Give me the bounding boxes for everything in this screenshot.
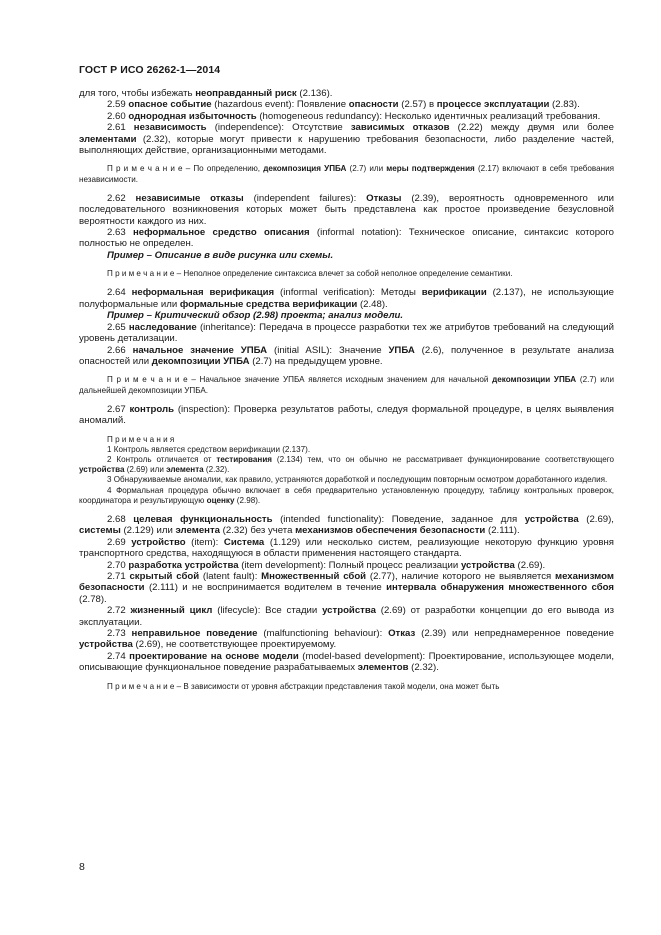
- note-2-74: П р и м е ч а н и е – В зависимости от уровня абстракции представления такой модели, она может быть: [107, 681, 500, 691]
- definition-2-62: 2.62 независимые отказы (independent failures): Отказы (2.39), вероятность одновременного или последовательного возникновения которых может быть представлена как простое произведение безусловной вероятности каждого из них.: [79, 192, 615, 227]
- note-2-63: П р и м е ч а н и е – Неполное определение синтаксиса влечет за собой неполное определение семантики.: [107, 269, 513, 279]
- definition-2-60: 2.60 однородная избыточность (homogeneous redundancy): Несколько идентичных реализаций требования.: [107, 110, 601, 122]
- note-2-67-1: 1 Контроль является средством верификации (2.137).: [107, 444, 311, 454]
- note-2-61: П р и м е ч а н и е – По определению, декомпозиция УПБА (2.7) или меры подтверждения (2.17) включают в себя требования независимости.: [79, 164, 615, 184]
- definition-2-73: 2.73 неправильное поведение (malfunctioning behaviour): Отказ (2.39) или непреднамеренное поведение устройства (2.69), не соответствующее проектируемому.: [79, 628, 614, 651]
- example-2-64: Пример – Критический обзор (2.98) проекта; анализ модели.: [107, 310, 404, 322]
- definition-2-67: 2.67 контроль (inspection): Проверка результатов работы, следуя формальной процедуре, в целях выявления аномалий.: [79, 403, 615, 427]
- notes-2-67-title: П р и м е ч а н и я: [107, 434, 175, 444]
- definition-2-65: 2.65 наследование (inheritance): Передача в процессе разработки тех же атрибутов требований на следующий уровень детализации.: [79, 321, 614, 345]
- definition-2-74: 2.74 проектирование на основе модели (model-based development): Проектирование, использующее модели, описывающие функциональное поведение разрабатываемых элементов (2.32).: [79, 650, 614, 674]
- example-2-63: Пример – Описание в виде рисунка или схемы.: [107, 249, 334, 261]
- note-2-67-3: 3 Обнаруживаемые аномалии, как правило, устраняются доработкой и последующим повторным осмотром доработанного изделия.: [107, 475, 608, 485]
- definition-2-61: 2.61 независимость (independence): Отсутствие зависимых отказов (2.22) между двумя или более элементами (2.32), которые могут привести к нарушению требования безопасности, либо разделение частей, выполняющих действие, организационными методами.: [79, 122, 614, 157]
- definition-2-70: 2.70 разработка устройства (item development): Полный процесс реализации устройства (2.69).: [107, 559, 546, 571]
- definition-2-59: 2.59 опасное событие (hazardous event): Появление опасности (2.57) в процессе эксплуатации (2.83).: [107, 99, 580, 111]
- document-header: ГОСТ Р ИСО 26262-1—2014: [79, 64, 221, 76]
- note-2-67-2: 2 Контроль отличается от тестирования (2.134) тем, что он обычно не рассматривает функционирование соответствующего устройства (2.69) или элемента (2.32).: [79, 454, 615, 475]
- note-2-67-4: 4 Формальная процедура обычно включает в себя предварительно установленную процедуру, таблицу контрольных проверок, координатора и результирующую оценку (2.98).: [79, 485, 614, 505]
- document-body: [79, 88, 614, 692]
- definition-2-68: 2.68 целевая функциональность (intended functionality): Поведение, заданное для устройства (2.69), системы (2.129) или элемента (2.32) без учета механизмов обеспечения безопасности (2.111).: [79, 513, 614, 537]
- definition-2-66: 2.66 начальное значение УПБА (initial ASIL): Значение УПБА (2.6), полученное в результате анализа опасностей или декомпозиции УПБА (2.7) на предыдущем уровне.: [79, 344, 614, 367]
- page-number: 8: [79, 861, 85, 873]
- definition-2-63: 2.63 неформальное средство описания (informal notation): Техническое описание, синтаксис которого полностью не определен.: [79, 227, 614, 250]
- note-2-66: П р и м е ч а н и е – Начальное значение УПБА является исходным значением для начальной декомпозиции УПБА (2.7) или дальнейшей декомпозиции УПБА.: [79, 375, 615, 395]
- definition-2-72: 2.72 жизненный цикл (lifecycle): Все стадии устройства (2.69) от разработки концепции до его вывода из эксплуатации.: [79, 605, 614, 628]
- definition-2-64: 2.64 неформальная верификация (informal verification): Методы верификации (2.137), не использующие полуформальные или формальные средства верификации (2.48).: [79, 287, 615, 310]
- paragraph-continuation: для того, чтобы избежать неоправданный риск (2.136).: [79, 88, 333, 99]
- definition-2-69: 2.69 устройство (item): Система (1.129) или несколько систем, реализующие некоторую функцию уровня транспортного средства, находящуюся в области применения настоящего стандарта.: [79, 536, 614, 560]
- definition-2-71: 2.71 скрытый сбой (latent fault): Множественный сбой (2.77), наличие которого не выявляется механизмом безопасности (2.111) и не воспринимается водителем в течение интервала обнаружения множественного сбоя (2.78).: [79, 571, 615, 605]
